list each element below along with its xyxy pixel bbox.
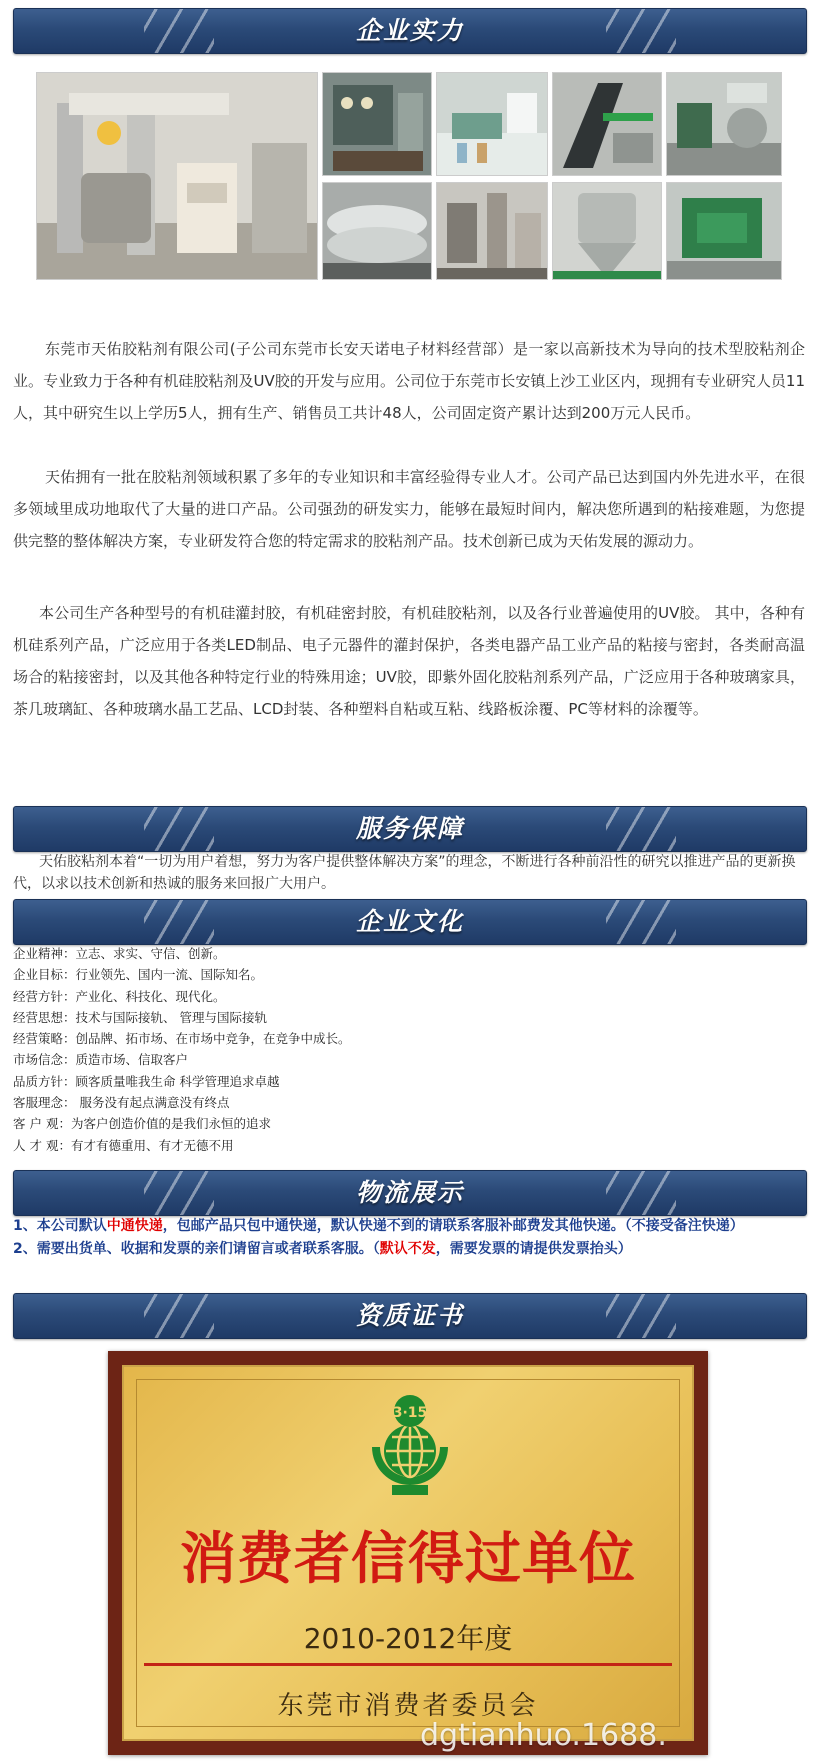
certificate-issuer: 东莞市消费者委员会: [277, 1691, 539, 1721]
section-title: 物流展示: [355, 1178, 464, 1207]
culture-item: 经营思想：技术与国际接轨、 管理与国际接轨: [13, 1009, 267, 1025]
culture-item: 经营策略：创品牌、拓市场、在市场中竞争，在竞争中成长。: [13, 1031, 351, 1047]
mixer-photo: [36, 72, 318, 280]
section-banner-strength: [13, 8, 807, 54]
logistics-text: 1、本公司默认: [13, 1218, 107, 1234]
roller-photo: [322, 182, 432, 280]
culture-item: 企业目标：行业领先、国内一流、国际知名。: [13, 967, 264, 983]
logistics-notes: [13, 1215, 803, 1261]
culture-item: 经营方针：产业化、科技化、现代化。: [13, 988, 226, 1004]
intro-paragraph-2: 天佑拥有一批在胶粘剂领域积累了多年的专业知识和丰富经验得专业人才。公司产品已达到国内外先进水平，在很多领域里成功地取代了大量的进口产品。公司强劲的研发实力，能够在最短时间内，解决您所遇到的粘接难题，为您提供完整的整体解决方案，专业研发符合您的特定需求的胶粘剂产品。技术创新已成为天佑发展的源动力。: [13, 468, 805, 550]
tank-photo: [552, 182, 662, 280]
workshop-photo: [666, 72, 782, 176]
culture-item: 客服理念： 服务没有起点满意没有终点: [13, 1095, 230, 1111]
section-title: 资质证书: [355, 1301, 464, 1330]
plaque-face: [122, 1365, 694, 1741]
section-title: 企业文化: [355, 907, 464, 936]
culture-list: [13, 943, 773, 1156]
logistics-text: ，需要发票的请提供发票抬头）: [435, 1241, 632, 1257]
service-text: 天佑胶粘剂本着“一切为用户着想，努力为客户提供整体解决方案”的理念，不断进行各种前沿性的研究以推进产品的更新换代，以求以技术创新和热诚的服务来回报广大用户。: [13, 854, 796, 892]
reactor-photo: [436, 182, 548, 280]
section-banner-service: [13, 806, 807, 852]
culture-item: 人 才 观：有才有德重用、有才无德不用: [13, 1137, 234, 1153]
logistics-line-2: [13, 1238, 803, 1261]
section-banner-logistics: [13, 1170, 807, 1216]
certificate-divider: [144, 1663, 672, 1666]
culture-item: 品质方针：顾客质量唯我生命 科学管理追求卓越: [13, 1073, 280, 1089]
culture-item: 客 户 观：为客户创造价值的是我们永恒的追求: [13, 1116, 271, 1132]
logistics-text: ，包邮产品只包中通快递，默认快递不到的请联系客服补邮费发其他快递。（不接受备注快递）: [162, 1218, 744, 1234]
section-banner-culture: [13, 899, 807, 945]
green-machine-photo: [666, 182, 782, 280]
lab-photo: [436, 72, 548, 176]
store-watermark: dgtianhuo.1688.: [420, 1718, 667, 1753]
intro-paragraph-3: 本公司生产各种型号的有机硅灌封胶，有机硅密封胶，有机硅胶粘剂，以及各行业普遍使用的UV胶。 其中，各种有机硅系列产品，广泛应用于各类LED制品、电子元器件的灌封保护，各类电器产品工业产品的粘接与密封，各类耐高温场合的粘接密封，以及其他各种特定行业的特殊用途；UV胶，即紫外固化胶粘剂系列产品，广泛应用于各种玻璃家具，茶几玻璃缸、各种玻璃水晶工艺品、LCD封装、各种塑料自粘或互粘、线路板涂覆、PC等材料的涂覆等。: [13, 604, 805, 718]
certificate-plaque: [108, 1351, 708, 1755]
logistics-text: 2、需要出货单、收据和发票的亲们请留言或者联系客服。（: [13, 1241, 380, 1257]
certificate-year: 2010-2012年度: [303, 1622, 513, 1655]
culture-item: 市场信念：质造市场、信取客户: [13, 1052, 189, 1068]
section-title: 企业实力: [355, 16, 464, 45]
certificate-main-title: 消费者信得过单位: [180, 1526, 636, 1592]
consumer-315-logo-icon: [362, 1389, 458, 1499]
control-cabinet-photo: [322, 72, 432, 176]
intro-paragraph-1: 东莞市天佑胶粘剂有限公司(子公司东莞市长安天诺电子材料经营部）是一家以高新技术为导向的技术型胶粘剂企业。专业致力于各种有机硅胶粘剂及UV胶的开发与应用。公司位于东莞市长安镇上沙工业区内，现拥有专业研究人员11人，其中研究生以上学历5人，拥有生产、销售员工共计48人，公司固定资产累计达到200万元人民币。: [13, 340, 805, 422]
culture-item: 企业精神：立志、求实、守信、创新。: [13, 946, 226, 961]
invoice-highlight: 默认不发: [379, 1241, 436, 1257]
conveyor-photo: [552, 72, 662, 176]
section-title: 服务保障: [355, 814, 464, 843]
logistics-line-1: [13, 1215, 803, 1238]
section-banner-certificate: [13, 1293, 807, 1339]
svg-text:3·15: 3·15: [392, 1405, 428, 1421]
courier-highlight: 中通快递: [106, 1218, 163, 1234]
